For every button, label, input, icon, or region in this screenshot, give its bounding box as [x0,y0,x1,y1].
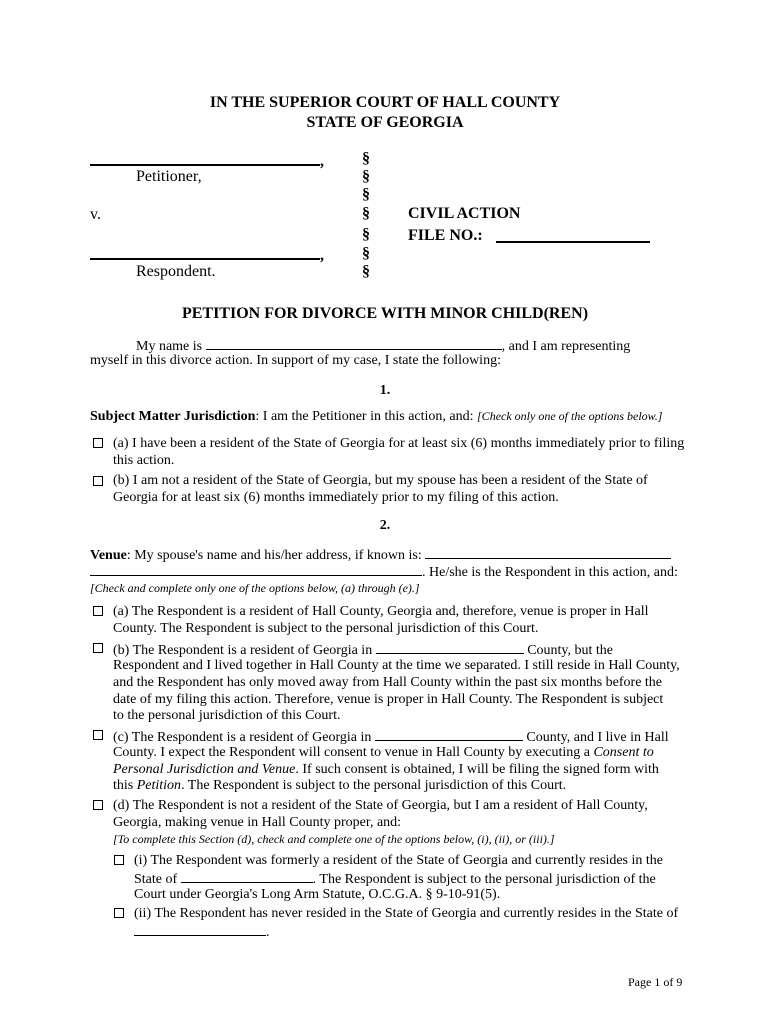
option-2d-i-line-3: Court under Georgia's Long Arm Statute, O.C.G.A. § 9-10-91(5). [134,887,501,902]
option-2b-line-3: and the Respondent has only moved away from Hall County within the past six months before the [113,675,663,690]
spouse-address-blank[interactable] [90,562,422,576]
option-2b-line-4: date of my filing this action. Therefore, venue is proper in Hall County. The Respondent is subject [113,692,664,707]
venue-text: : My spouse's name and his/her address, if known is: [126,548,422,563]
option-2b-line-2: Respondent and I lived together in Hall County at the time we separated. I still reside in Hall County, [113,658,680,673]
option-2c-text: (c) The Respondent is a resident of Georgia in [113,730,372,745]
option-2c-line-3 [113,761,659,778]
section-1-heading [90,408,662,425]
option-2c-line-2 [113,744,654,761]
civil-action-label: CIVIL ACTION [408,205,521,222]
section-2-number: 2. [379,518,391,533]
section-mark: § [362,263,370,280]
respondent-text: . He/she is the Respondent in this action, and: [422,565,678,580]
file-number-field[interactable] [496,229,650,248]
option-2c-text: . The Respondent is subject to the personal jurisdiction of this Court. [181,778,567,793]
file-number-label: FILE NO.: [408,227,483,244]
option-2c-line-4 [113,777,566,794]
consent-form-title: Consent to [593,745,654,760]
respondent-name-field[interactable]: , [90,246,324,265]
option-1a-line-2: this action. [113,453,175,468]
option-2b-county-text: County, but the [527,643,614,658]
option-2c-checkbox[interactable] [93,730,103,740]
option-2d-line-1: (d) The Respondent is not a resident of the State of Georgia, but I am a resident of Hall County, [113,798,648,813]
option-2b-text: (b) The Respondent is a resident of Georgia in [113,643,373,658]
option-2a-line-2: County. The Respondent is subject to the personal jurisdiction of this Court. [113,621,539,636]
option-2d-i-line-1: (i) The Respondent was formerly a resident of the State of Georgia and currently resides in the [134,853,663,868]
petitioner-label: Petitioner, [136,168,202,185]
option-2a-line-1: (a) The Respondent is a resident of Hall County, Georgia and, therefore, venue is proper in Hall [113,604,649,619]
section-1-number: 1. [379,383,391,398]
section-mark: § [362,186,370,203]
option-2d-i-text: . The Respondent is subject to the personal jurisdiction of the [312,872,656,887]
option-2d-i-text: State of [134,872,178,887]
page-number: Page 1 of 9 [628,975,683,989]
section-mark: § [362,245,370,262]
option-2d-ii-line-2 [134,922,270,941]
option-2a-checkbox[interactable] [93,606,103,616]
option-2c-text: . If such consent is obtained, I will be filing the signed form with [295,762,659,777]
intro-line-2: myself in this divorce action. In support of my case, I state the following: [90,353,501,368]
my-name-label: My name is [136,339,203,354]
option-1b-line-1: (b) I am not a resident of the State of Georgia, but my spouse has been a resident of the State of [113,473,648,488]
option-2d-line-2: Georgia, making venue in Hall County proper, and: [113,815,402,830]
jurisdiction-text: : I am the Petitioner in this action, and: [255,409,478,424]
spouse-name-blank[interactable] [425,545,671,559]
state-ii-blank[interactable] [134,922,266,936]
option-1b-line-2: Georgia for at least six (6) months immediately prior to my filing of this action. [113,490,559,505]
state-i-blank[interactable] [181,869,313,883]
court-heading: IN THE SUPERIOR COURT OF HALL COUNTY [209,94,561,111]
versus-label: v. [90,206,101,223]
option-2d-ii-line-1: (ii) The Respondent has never resided in the State of Georgia and currently resides in the State of [134,906,679,921]
option-2b-checkbox[interactable] [93,643,103,653]
representing-text: , and I am representing [501,339,631,354]
jurisdiction-heading: Subject Matter Jurisdiction [90,409,256,424]
option-2c-text: this [113,778,137,793]
state-heading: STATE OF GEORGIA [306,114,464,131]
petitioner-name-field[interactable]: , [90,152,324,171]
option-2c-county-text: County, and I live in Hall [526,730,669,745]
petition-reference: Petition [136,778,182,793]
section-mark: § [362,150,370,167]
venue-heading: Venue [90,548,127,563]
jurisdiction-note: [Check only one of the options below.] [477,409,663,423]
county-c-blank[interactable] [375,727,523,741]
consent-form-title: Personal Jurisdiction and Venue [113,762,296,777]
venue-note: [Check and complete only one of the options below, (a) through (e).] [90,581,420,595]
option-2d-i-checkbox[interactable] [114,855,124,865]
option-2d-ii-text: . [266,925,270,940]
venue-address-line [90,562,678,581]
option-2d-ii-checkbox[interactable] [114,908,124,918]
option-2c-text: County. I expect the Respondent will consent to venue in Hall County by executing a [113,745,594,760]
petitioner-name-blank[interactable] [206,336,502,350]
respondent-label: Respondent. [136,263,216,280]
section-mark: § [362,226,370,243]
option-1a-line-1: (a) I have been a resident of the State of Georgia for at least six (6) months immediately prior to filing [113,436,685,451]
option-2d-checkbox[interactable] [93,800,103,810]
option-2b-line-5: to the personal jurisdiction of this Court. [113,708,341,723]
section-mark: § [362,168,370,185]
petition-title: PETITION FOR DIVORCE WITH MINOR CHILD(REN) [181,305,589,322]
option-1b-checkbox[interactable] [93,476,103,486]
section-mark: § [362,205,370,222]
option-2d-note: [To complete this Section (d), check and complete one of the options below, (i), (ii), or (iii).] [113,832,555,846]
county-b-blank[interactable] [376,640,524,654]
option-1a-checkbox[interactable] [93,438,103,448]
